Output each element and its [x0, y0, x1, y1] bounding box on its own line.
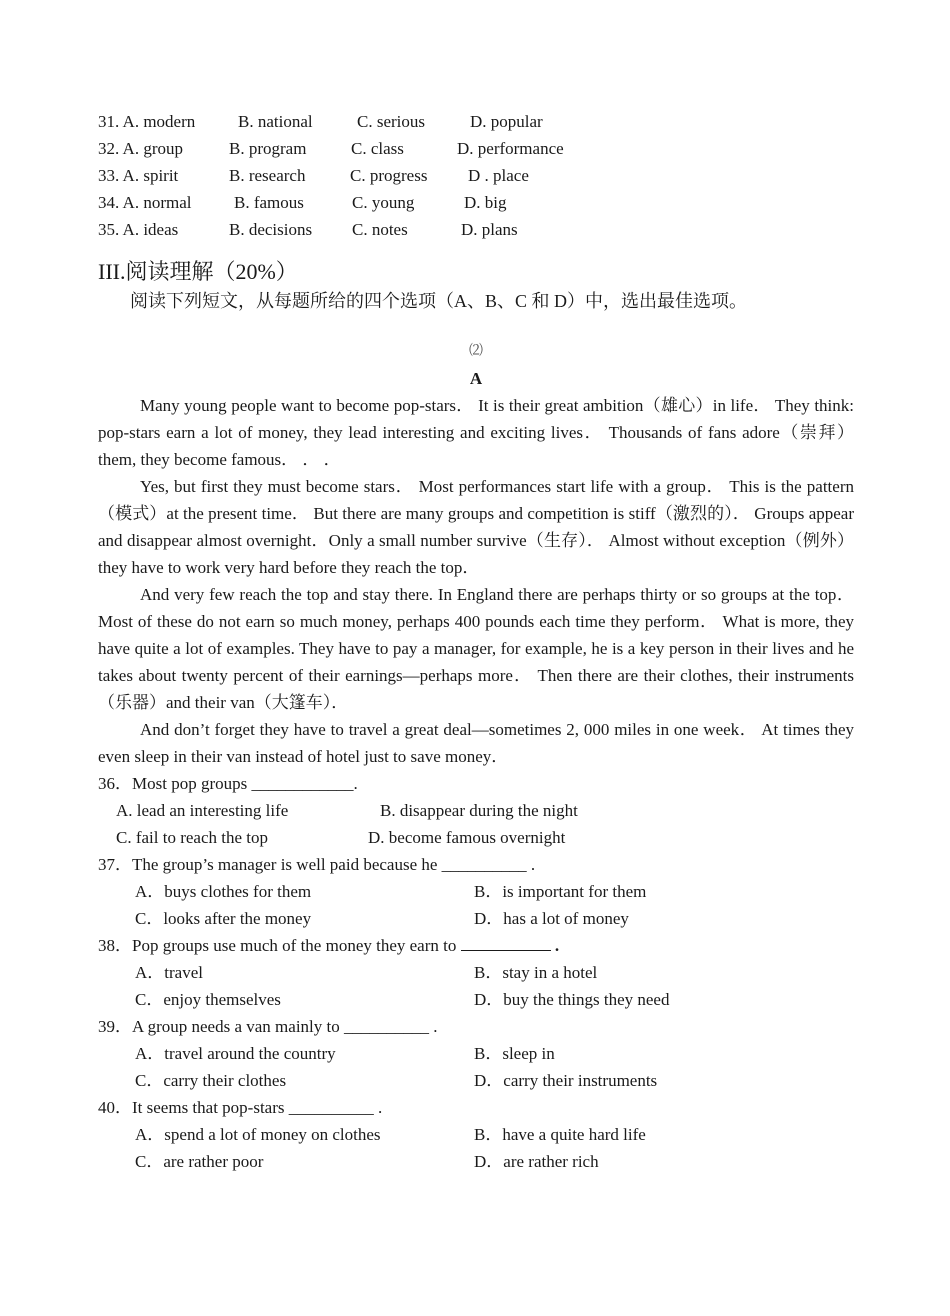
question-38	[98, 932, 854, 1013]
exam-page	[98, 108, 854, 1175]
choice-c: C．carry their clothes	[135, 1071, 287, 1090]
choice-row	[98, 797, 854, 824]
choice-d: D．has a lot of money	[474, 909, 629, 928]
option-c: C. class	[351, 139, 404, 158]
choice-row	[98, 1148, 854, 1175]
choice-row	[98, 959, 854, 986]
choice-d: D. become famous overnight	[368, 828, 566, 847]
question-stem-text: 38．Pop groups use much of the money they earn to	[98, 936, 457, 955]
answer-blank	[461, 932, 551, 951]
choice-b: B．is important for them	[474, 882, 647, 901]
option-a: 33. A. spirit	[98, 166, 179, 185]
choice-b: B．stay in a hotel	[474, 963, 598, 982]
option-a: 31. A. modern	[98, 112, 196, 131]
passage-paragraph-2: Yes, but first they must become stars． Most performances start life with a group． This is the pattern（模式）at the present time． But there are many groups and competition is stiff（激烈的）． Groups appear and disappear almost overnight．Only a small number survive（生存）． Almost without exception（例外）they have to work very hard before they reach the top．	[98, 477, 854, 577]
option-b: B. decisions	[229, 220, 313, 239]
choice-c: C．are rather poor	[135, 1152, 264, 1171]
option-a: 34. A. normal	[98, 193, 192, 212]
option-a: 32. A. group	[98, 139, 183, 158]
section-instruction: 阅读下列短文，从每题所给的四个选项（A、B、C 和 D）中，选出最佳选项。	[130, 291, 748, 311]
cloze-option-row-35	[98, 216, 854, 243]
section-title: III.阅读理解（20%）	[98, 259, 298, 284]
question-stem	[98, 932, 854, 959]
passage-body	[98, 392, 854, 770]
question-40	[98, 1094, 854, 1175]
choice-b: B. disappear during the night	[380, 801, 578, 820]
choice-a: A．spend a lot of money on clothes	[135, 1125, 381, 1144]
passage-paragraph-1: Many young people want to become pop-stars． It is their great ambition（雄心）in life． They think: pop-stars earn a lot of money, they lead interesting and exciting lives． Thousands of fans adore（崇拜）them, they become famous． ． ．	[98, 396, 854, 469]
question-36	[98, 770, 854, 851]
passage-number-mark: ⑵	[469, 344, 483, 359]
cloze-option-row-33	[98, 162, 854, 189]
passage-title: A	[469, 369, 483, 388]
question-39	[98, 1013, 854, 1094]
option-b: B. program	[229, 139, 307, 158]
choice-row	[98, 1121, 854, 1148]
choice-row	[98, 1040, 854, 1067]
question-37	[98, 851, 854, 932]
passage-paragraph-3: And very few reach the top and stay there. In England there are perhaps thirty or so groups at the top． Most of these do not earn so much money, perhaps 400 pounds each time they perform． What is more, they have quite a lot of examples. They have to pay a manager, for example, he is a key person in their lives and he takes about twenty percent of their earnings—perhaps more． Then there are their clothes, their instruments（乐器）and their van（大篷车）．	[98, 585, 854, 712]
choice-a: A. lead an interesting life	[116, 801, 289, 820]
choice-row	[98, 905, 854, 932]
cloze-option-row-34	[98, 189, 854, 216]
option-c: C. young	[352, 193, 415, 212]
choice-d: D．buy the things they need	[474, 990, 670, 1009]
option-b: B. research	[229, 166, 306, 185]
option-a: 35. A. ideas	[98, 220, 179, 239]
choice-row	[98, 986, 854, 1013]
option-d: D. popular	[470, 112, 543, 131]
option-d: D. big	[464, 193, 507, 212]
choice-row	[98, 1067, 854, 1094]
passage-paragraph-4: And don’t forget they have to travel a great deal—sometimes 2, 000 miles in one week． At times they even sleep in their van instead of hotel just to save money．	[98, 720, 854, 766]
choice-d: D．carry their instruments	[474, 1071, 658, 1090]
choice-c: C．looks after the money	[135, 909, 312, 928]
option-c: C. serious	[357, 112, 425, 131]
option-d: D. performance	[457, 139, 564, 158]
stem-end-punctuation: .	[554, 936, 560, 955]
option-d: D. plans	[461, 220, 518, 239]
choice-a: A．buys clothes for them	[135, 882, 312, 901]
question-stem: 36．Most pop groups ____________.	[98, 774, 358, 793]
choice-c: C．enjoy themselves	[135, 990, 281, 1009]
question-stem: 40．It seems that pop-stars __________ .	[98, 1098, 383, 1117]
choice-a: A．travel around the country	[135, 1044, 336, 1063]
option-c: C. progress	[350, 166, 428, 185]
choice-row	[98, 878, 854, 905]
option-b: B. national	[238, 112, 313, 131]
option-d: D . place	[468, 166, 529, 185]
choice-row	[98, 824, 854, 851]
cloze-option-row-32	[98, 135, 854, 162]
choice-c: C. fail to reach the top	[116, 828, 269, 847]
option-b: B. famous	[234, 193, 304, 212]
choice-a: A．travel	[135, 963, 203, 982]
choice-b: B．have a quite hard life	[474, 1125, 646, 1144]
cloze-option-row-31	[98, 108, 854, 135]
question-stem: 37．The group’s manager is well paid because he __________ .	[98, 855, 536, 874]
question-stem: 39．A group needs a van mainly to __________ .	[98, 1017, 438, 1036]
choice-d: D．are rather rich	[474, 1152, 599, 1171]
option-c: C. notes	[352, 220, 408, 239]
choice-b: B．sleep in	[474, 1044, 555, 1063]
cloze-options-block	[98, 108, 854, 243]
